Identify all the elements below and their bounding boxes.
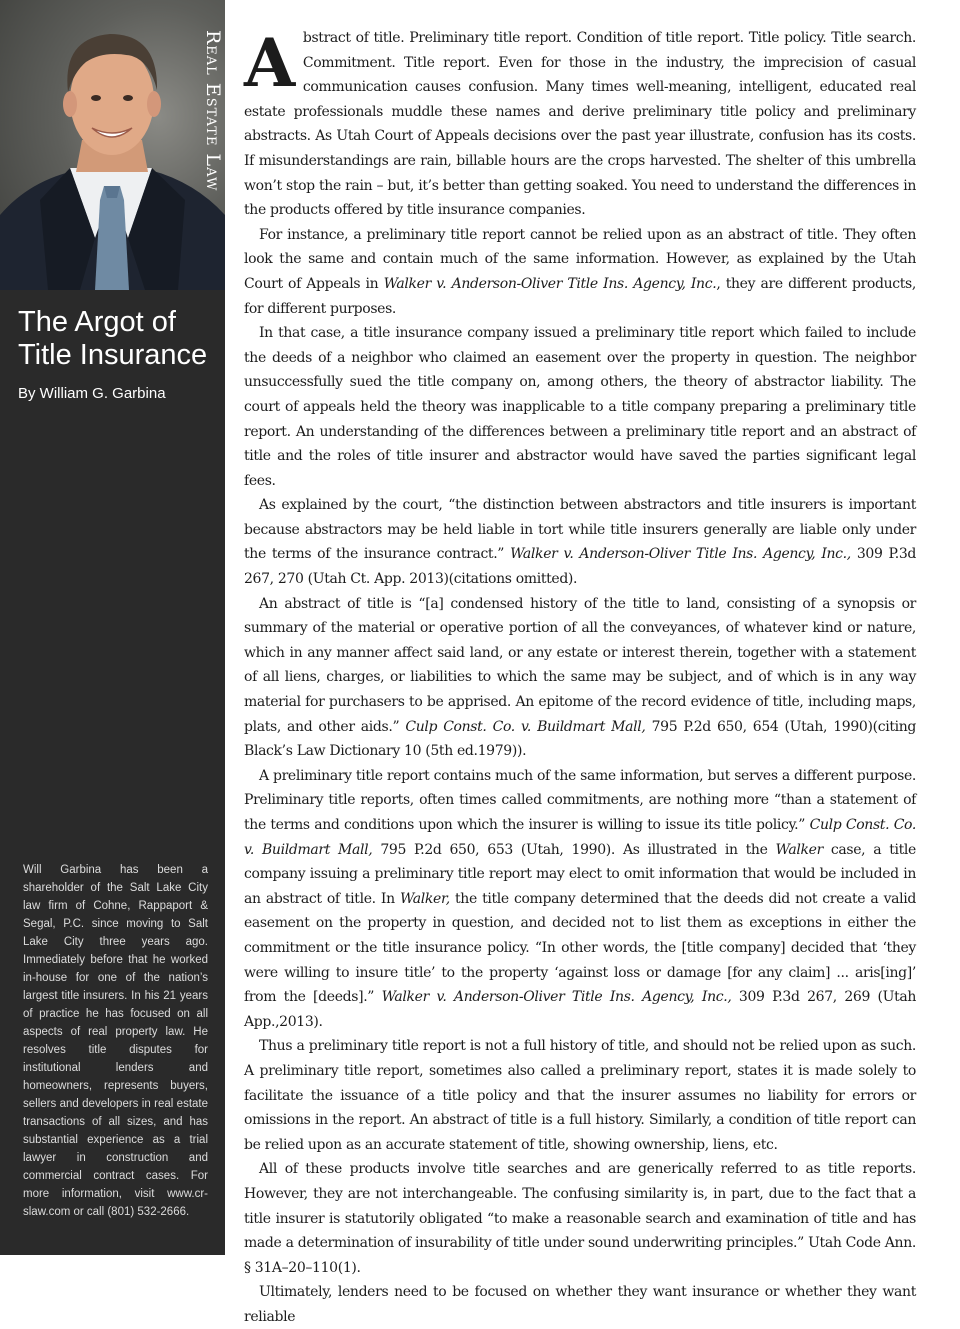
case-citation: Walker <box>775 841 823 858</box>
article-body <box>244 24 917 1325</box>
text-run: , they are different products, for different purposes. <box>244 275 916 317</box>
paragraph-7: Thus a preliminary title report is not a full history of title, and should not be relied upon as such. A preliminary title report, sometimes also called a preliminary report, states it is made solely to facilitate the issuance of a title policy and that the insurer assumes no liability for errors or omissions in the report. An abstract of title is a full history. Similarly, a condition of title report can be relied upon as an accurate statement of title, showing ownership, liens, etc. <box>244 1038 916 1153</box>
author-bio: Will Garbina has been a shareholder of the Salt Lake City law firm of Cohne, Rappaport & Segal, P.C. since moving to Salt Lake City three years ago. Immediately before that he worked in-house for one of the nation’s largest title insurers. In his 21 years of practice he has focused on all aspects of real property law. He resolves title disputes for institutional lenders and homeowners, represents buyers, sellers and developers in real estate transactions of all sizes, and has substantial experience as a trial lawyer in construction and commercial contract cases. For more information, visit www.cr-slaw.com or call (801) 532-2666. <box>23 864 208 1218</box>
text-run: 795 P.2d 650, 653 (Utah, 1990). As illustrated in the <box>372 841 776 858</box>
author-photo <box>0 0 225 290</box>
byline: By William G. Garbina <box>18 385 166 402</box>
section-label: Real Estate Law <box>202 30 224 192</box>
paragraph-5 <box>244 592 916 764</box>
sidebar <box>0 0 225 1255</box>
paragraph-8: All of these products involve title searches and are generically referred to as title reports. However, they are not interchangeable. The confusing similarity is, in part, due to the fact that a title insurer is statutorily obligated “to make a reasonable search and examination of title and has made a determination of insurability of title under sound underwriting principles.” Utah Code Ann. § 31A–20–110(1). <box>244 1161 916 1276</box>
paragraph-4 <box>244 493 916 591</box>
text-run: An abstract of title is “[a] condensed history of the title to land, consisting of a synopsis or summary of the material or operative portion of all the conveyances, of whatever kind or nature, which in any manner affect said land, or any estate or interest therein, together with a statement of all liens, charges, or liabilities to which the same may be subject, and of which is in any way material for purchasers to be apprised. An epitome of the record evidence of title, including maps, plats, and other aids.” <box>244 595 916 735</box>
author-portrait-illustration <box>0 0 225 290</box>
text-run: A preliminary title report contains much of the same information, but serves a different purpose. Preliminary title reports, often times called commitments, are nothing more “than a statement of the terms and conditions upon which the insurer is willing to issue its title policy.” <box>244 767 916 833</box>
drop-cap: A <box>244 24 295 102</box>
paragraph-1-text: bstract of title. Preliminary title report. Condition of title report. Title policy. Title search. Commitment. Title report. Even for those in the industry, the imprecision of casual communication causes confusion. Many times well-meaning, intelligent, educated real estate professionals muddle these names and derive preliminary title policy and preliminary abstracts. As Utah Court of Appeals decisions over the past year illustrate, confusion has its costs. If misunderstandings are rain, billable hours are the crops harvested. The shelter of this umbrella won’t stop the rain – but, it’s better than getting soaked. You need to understand the differences in the products offered by title insurance companies. <box>244 30 916 219</box>
paragraph-1 <box>244 26 916 223</box>
text-run: the title company determined that the deeds did not create a valid easement on the property in question, and decided not to list them as exceptions in either the commitment or the title insurance policy. “In other words, the [title company] decided that ‘they were willing to insure title’ to the property ‘against loss or damage [for any claim] ... aris[ing]’ from the [deeds].” <box>244 890 916 1006</box>
paragraph-2 <box>244 223 916 321</box>
paragraph-3: In that case, a title insurance company issued a preliminary title report which failed to include the deeds of a neighbor who claimed an easement over the property in question. The neighbor unsuccessfully sued the title company on, among others, the theory of abstractor liability. The court of appeals held the theory was inapplicable to a title company preparing a preliminary title report. An understanding of the differences between a preliminary title report and an abstract of title and the roles of title insurer and abstractor would have saved the parties significant legal fees. <box>244 325 916 489</box>
paragraph-6 <box>244 764 916 1035</box>
case-citation: Walker v. Anderson-Oliver Title Ins. Agency, Inc., <box>381 989 732 1006</box>
text-run: 309 P.3d 267, 270 (Utah Ct. App. 2013)(citations omitted). <box>244 546 917 588</box>
text-run: For instance, a preliminary title report cannot be relied upon as an abstract of title. They often look the same and contain much of the same information. However, as explained by the Utah Court of Appeals in <box>244 226 916 292</box>
text-run: 795 P.2d 650, 654 (Utah, 1990)(citing Black’s Law Dictionary 10 (5th ed.1979)). <box>244 718 917 760</box>
paragraph-9: Ultimately, lenders need to be focused on whether they want insurance or whether they want reliable <box>244 1284 916 1325</box>
case-citation: Walker, <box>399 890 450 907</box>
text-run: 309 P.3d 267, 269 (Utah App.,2013). <box>244 989 917 1030</box>
case-citation: Walker v. Anderson-Oliver Title Ins. Agency, Inc., <box>510 546 851 563</box>
article-title: The Argot of Title Insurance <box>18 306 208 371</box>
text-run: case, a title company issuing a preliminary title report may elect to omit information that would be included in an abstract of title. In <box>244 841 916 907</box>
case-citation: Walker v. Anderson-Oliver Title Ins. Agency, Inc. <box>383 275 717 292</box>
case-citation: Culp Const. Co. v. Buildmart Mall, <box>405 718 646 735</box>
text-run: As explained by the court, “the distinction between abstractors and title insurers is important because abstractors may be held liable in tort while title insurers generally are liable only under the terms of the insurance contract.” <box>244 497 916 563</box>
case-citation: Culp Const. Co. v. Buildmart Mall, <box>244 817 916 858</box>
